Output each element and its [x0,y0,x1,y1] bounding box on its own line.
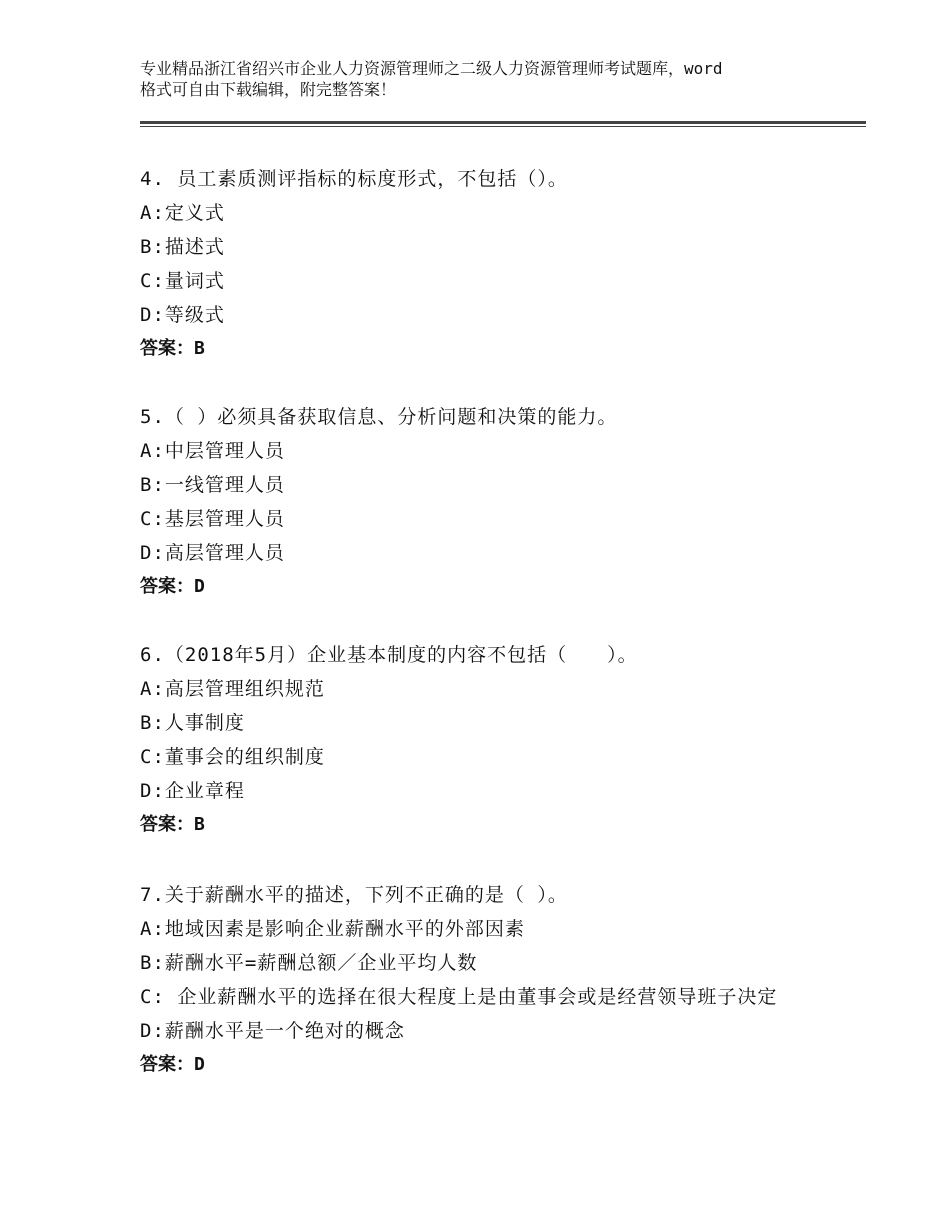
answer-value: B [194,814,205,835]
option-text: 地域因素是影响企业薪酬水平的外部因素 [164,918,525,940]
option-letter: D: [140,780,165,802]
option-text: 薪酬水平=薪酬总额／企业平均人数 [164,952,478,974]
option-text: 定义式 [164,202,225,224]
option-text: 薪酬水平是一个绝对的概念 [164,1020,405,1042]
option-letter: C: [140,270,165,292]
option-d [140,1014,820,1048]
header-divider-thick [140,121,866,124]
option-c [140,740,820,774]
option-b [140,706,820,740]
question-4 [140,162,820,366]
answer-value: D [194,576,205,597]
option-text: 量词式 [164,270,225,292]
option-a [140,196,820,230]
option-c [140,502,820,536]
option-text: 高层管理组织规范 [164,678,325,700]
answer-value: B [194,338,205,359]
option-text: 高层管理人员 [164,542,285,564]
answer-label: 答案： [140,576,194,597]
header-line-2: 格式可自由下载编辑，附完整答案！ [140,80,397,99]
option-text: 企业薪酬水平的选择在很大程度上是由董事会或是经营领导班子决定 [177,986,778,1008]
option-letter: A: [140,202,165,224]
option-letter: C: [140,508,165,530]
option-text: 基层管理人员 [164,508,285,530]
option-text: 董事会的组织制度 [164,746,325,768]
answer-label: 答案： [140,1054,194,1075]
option-letter: B: [140,952,165,974]
option-a [140,912,820,946]
option-letter: B: [140,474,165,496]
option-text: 人事制度 [164,712,245,734]
answer-line [140,1048,820,1082]
answer-line [140,570,820,604]
option-text: 企业章程 [164,780,245,802]
option-a [140,434,820,468]
answer-label: 答案： [140,338,194,359]
option-letter: B: [140,712,165,734]
answer-line [140,332,820,366]
option-text: 描述式 [164,236,225,258]
question-stem: 4. 员工素质测评指标的标度形式，不包括（）。 [140,168,568,190]
question-stem: 5.（ ）必须具备获取信息、分析问题和决策的能力。 [140,406,618,428]
option-letter: D: [140,542,165,564]
option-letter: A: [140,440,165,462]
answer-value: D [194,1054,205,1075]
option-d [140,298,820,332]
option-letter: D: [140,1020,165,1042]
option-b [140,468,820,502]
option-d [140,774,820,808]
option-text: 一线管理人员 [164,474,285,496]
option-text: 中层管理人员 [164,440,285,462]
answer-label: 答案： [140,814,194,835]
question-7 [140,878,820,1082]
option-b [140,230,820,264]
document-header [140,58,830,100]
option-letter: B: [140,236,165,258]
option-a [140,672,820,706]
option-c [140,264,820,298]
option-b [140,946,820,980]
option-letter: C: [140,986,178,1008]
option-d [140,536,820,570]
question-stem: 6.（2018年5月）企业基本制度的内容不包括（ ）。 [140,644,638,666]
answer-line [140,808,820,842]
option-letter: A: [140,918,165,940]
header-divider-thin [140,126,866,127]
question-5 [140,400,820,604]
option-letter: A: [140,678,165,700]
option-letter: C: [140,746,165,768]
option-text: 等级式 [164,304,225,326]
question-stem: 7.关于薪酬水平的描述，下列不正确的是（ ）。 [140,884,568,906]
option-letter: D: [140,304,165,326]
question-6 [140,638,820,842]
header-line-1: 专业精品浙江省绍兴市企业人力资源管理师之二级人力资源管理师考试题库，word [140,59,723,78]
option-c [140,980,820,1014]
